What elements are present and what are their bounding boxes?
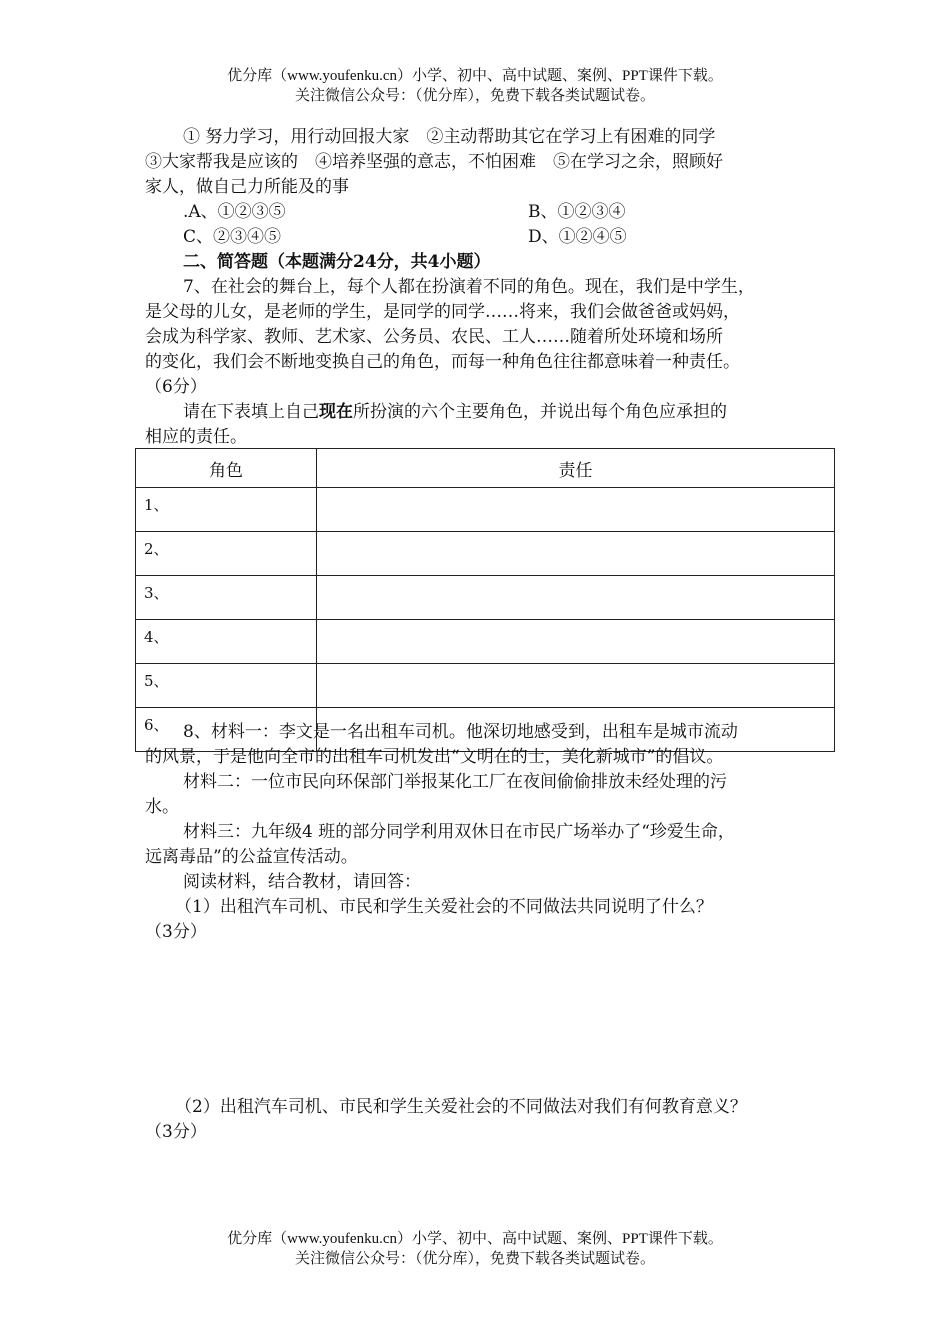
table-cell-responsibility[interactable]: [317, 664, 835, 708]
q8-material-2-line-2: 水。: [145, 797, 179, 817]
q8-sub-question-2: （2）出租汽车司机、市民和学生关爱社会的不同做法对我们有何教育意义？: [175, 1097, 747, 1117]
q7-instruction: [183, 400, 815, 424]
q6-option-line-3: 家人，做自己力所能及的事: [145, 177, 349, 197]
role-responsibility-table: [135, 448, 835, 752]
table-cell-responsibility[interactable]: [317, 532, 835, 576]
q7-line-1: 7、在社会的舞台上，每个人都在扮演着不同的角色。现在，我们是中学生，: [183, 277, 755, 297]
table-cell-role[interactable]: 2、: [136, 532, 317, 576]
q8-sub-question-1: （1）出租汽车司机、市民和学生关爱社会的不同做法共同说明了什么？: [175, 897, 713, 917]
table-cell-responsibility[interactable]: [317, 620, 835, 664]
table-cell-responsibility[interactable]: [317, 576, 835, 620]
table-row: [136, 620, 835, 664]
q7-line-3: 会成为科学家、教师、艺术家、公务员、农民、工人……随着所处环境和场所: [145, 327, 723, 347]
section-2-title: 二、简答题（本题满分24分，共4小题）: [183, 252, 491, 272]
q7-line-2: 是父母的儿女，是老师的学生，是同学的同学……将来，我们会做爸爸或妈妈，: [145, 302, 740, 322]
header-line-2: 关注微信公众号：（优分库），免费下载各类试题试卷。: [294, 88, 655, 104]
q8-material-1-line-1: 8、材料一：李文是一名出租车司机。他深切地感受到，出租车是城市流动: [183, 722, 738, 742]
table-cell-role[interactable]: 1、: [136, 488, 317, 532]
header-line-1: 优分库（www.youfenku.cn）小学、初中、高中试题、案例、PPT课件下载。: [227, 68, 723, 84]
q8-prompt: 阅读材料，结合教材，请回答：: [183, 872, 421, 892]
q8-material-3-line-2: 远离毒品”的公益宣传活动。: [145, 847, 358, 867]
table-row: [136, 532, 835, 576]
table-row: [136, 664, 835, 708]
q6-option-line-2: ③大家帮我是应该的 ④培养坚强的意志，不怕困难 ⑤在学习之余，照顾好: [145, 152, 723, 172]
q7-line-4: 的变化，我们会不断地变换自己的角色，而每一种角色往往都意味着一种责任。: [145, 352, 740, 372]
table-row: [136, 488, 835, 532]
table-cell-role[interactable]: 3、: [136, 576, 317, 620]
footer-line-2: 关注微信公众号：（优分库），免费下载各类试题试卷。: [294, 1251, 655, 1267]
q7-instruction-line-2: 相应的责任。: [145, 427, 247, 447]
q8-material-3-line-1: 材料三：九年级4 班的部分同学利用双休日在市民广场举办了“珍爱生命，: [183, 822, 735, 842]
table-cell-role[interactable]: 6、: [136, 708, 317, 752]
table-cell-role[interactable]: 4、: [136, 620, 317, 664]
q7-instruction-post: 所扮演的六个主要角色，并说出每个角色应承担的: [353, 402, 727, 422]
q8-material-1-line-2: 的风景，于是他向全市的出租车司机发出“文明在的士，美化新城市”的倡议。: [145, 747, 724, 767]
table-row: [136, 576, 835, 620]
table-cell-responsibility[interactable]: [317, 488, 835, 532]
table-header-responsibility: 责任: [317, 449, 835, 488]
q7-instruction-emphasis: 现在: [319, 402, 353, 422]
footer-line-1: 优分库（www.youfenku.cn）小学、初中、高中试题、案例、PPT课件下载。: [227, 1231, 723, 1247]
table-header-role: 角色: [136, 449, 317, 488]
q6-choice-b: B、①②③④: [528, 202, 626, 222]
q6-option-line-1: ① 努力学习，用行动回报大家 ②主动帮助其它在学习上有困难的同学: [183, 127, 716, 147]
q6-choice-c: C、②③④⑤: [183, 227, 282, 247]
q8-sub-question-2-score: （3分）: [145, 1122, 207, 1142]
q7-score: （6分）: [145, 377, 207, 397]
q8-sub-question-1-score: （3分）: [145, 922, 207, 942]
q6-choice-d: D、①②④⑤: [528, 227, 627, 247]
q6-choice-a: .A、①②③⑤: [183, 202, 286, 222]
q8-material-2-line-1: 材料二：一位市民向环保部门举报某化工厂在夜间偷偷排放未经处理的污: [183, 772, 727, 792]
q7-instruction-pre: 请在下表填上自己: [183, 402, 319, 422]
table-cell-role[interactable]: 5、: [136, 664, 317, 708]
table-header-row: [136, 449, 835, 488]
